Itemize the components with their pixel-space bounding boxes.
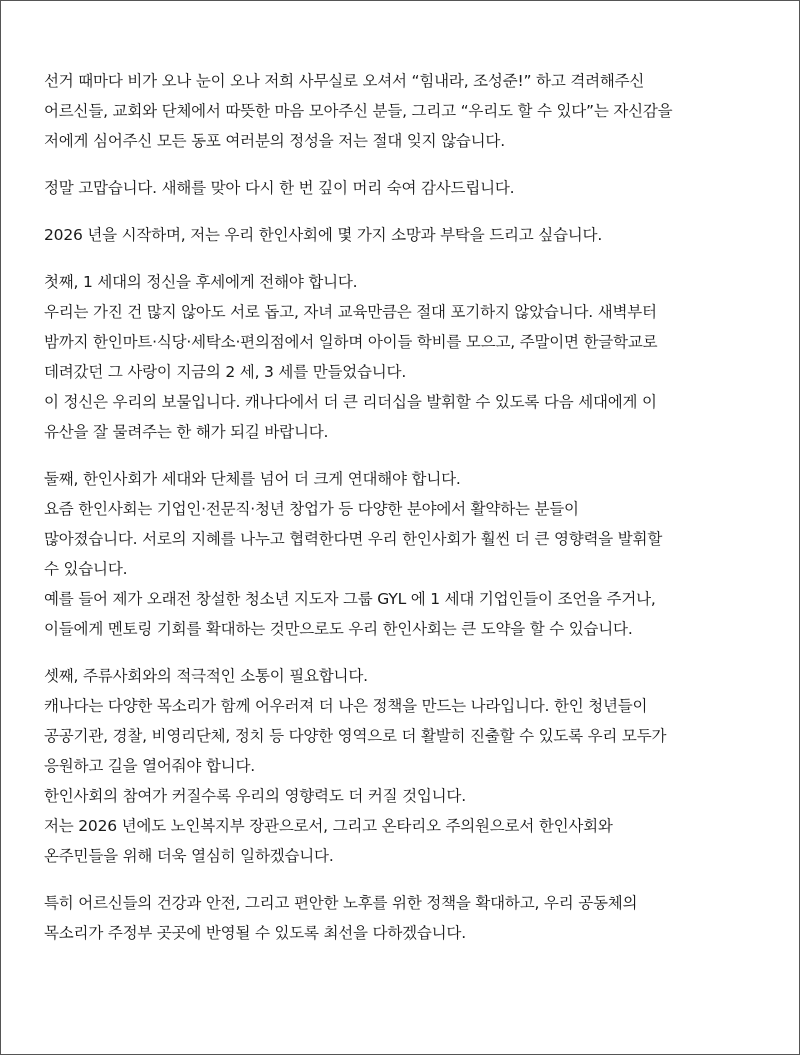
text-line: 첫째, 1 세대의 정신을 후세에게 전해야 합니다. <box>44 273 358 291</box>
text-line: 선거 때마다 비가 오나 눈이 오나 저희 사무실로 오셔서 “힘내라, 조성준!” 하고 격려해주신 <box>44 72 645 90</box>
paragraph-first-wish <box>44 267 766 447</box>
text-line: 어르신들, 교회와 단체에서 따뜻한 마음 모아주신 분들, 그리고 “우리도 할 수 있다”는 자신감을 <box>44 102 673 120</box>
text-line: 저는 2026 년에도 노인복지부 장관으로서, 그리고 온타리오 주의원으로서 한인사회와 <box>44 817 613 835</box>
text-line: 한인사회의 참여가 커질수록 우리의 영향력도 더 커질 것입니다. <box>44 787 466 805</box>
letter-body <box>44 66 766 965</box>
text-line: 응원하고 길을 열어줘야 합니다. <box>44 757 255 775</box>
text-line: 저에게 심어주신 모든 동포 여러분의 정성을 저는 절대 잊지 않습니다. <box>44 132 505 150</box>
text-line: 이들에게 멘토링 기회를 확대하는 것만으로도 우리 한인사회는 큰 도약을 할 수 있습니다. <box>44 620 633 638</box>
paragraph-third-wish <box>44 661 766 871</box>
text-line: 2026 년을 시작하며, 저는 우리 한인사회에 몇 가지 소망과 부탁을 드리고 싶습니다. <box>44 226 603 244</box>
text-line: 데려갔던 그 사랑이 지금의 2 세, 3 세를 만들었습니다. <box>44 363 407 381</box>
paragraph-thanks <box>44 173 766 203</box>
text-line: 공공기관, 경찰, 비영리단체, 정치 등 다양한 영역으로 더 활발히 진출할 수 있도록 우리 모두가 <box>44 727 667 745</box>
text-line: 온주민들을 위해 더욱 열심히 일하겠습니다. <box>44 847 334 865</box>
text-line: 캐나다는 다양한 목소리가 함께 어우러져 더 나은 정책을 만드는 나라입니다. 한인 청년들이 <box>44 697 648 715</box>
text-line: 둘째, 한인사회가 세대와 단체를 넘어 더 크게 연대해야 합니다. <box>44 470 461 488</box>
paragraph-new-year-intro <box>44 220 766 250</box>
paragraph-seniors-pledge <box>44 888 766 948</box>
text-line: 특히 어르신들의 건강과 안전, 그리고 편안한 노후를 위한 정책을 확대하고, 우리 공동체의 <box>44 894 638 912</box>
text-line: 정말 고맙습니다. 새해를 맞아 다시 한 번 깊이 머리 숙여 감사드립니다. <box>44 179 515 197</box>
text-line: 목소리가 주정부 곳곳에 반영될 수 있도록 최선을 다하겠습니다. <box>44 924 466 942</box>
text-line: 수 있습니다. <box>44 560 128 578</box>
text-line: 우리는 가진 건 많지 않아도 서로 돕고, 자녀 교육만큼은 절대 포기하지 않았습니다. 새벽부터 <box>44 303 657 321</box>
text-line: 유산을 잘 물려주는 한 해가 되길 바랍니다. <box>44 423 329 441</box>
text-line: 요즘 한인사회는 기업인·전문직·청년 창업가 등 다양한 분야에서 활약하는 분들이 <box>44 500 579 518</box>
paragraph-second-wish <box>44 464 766 644</box>
text-line: 많아졌습니다. 서로의 지혜를 나누고 협력한다면 우리 한인사회가 훨씬 더 큰 영향력을 발휘할 <box>44 530 663 548</box>
text-line: 예를 들어 제가 오래전 창설한 청소년 지도자 그룹 GYL 에 1 세대 기업인들이 조언을 주거나, <box>44 590 656 608</box>
text-line: 셋째, 주류사회와의 적극적인 소통이 필요합니다. <box>44 667 368 685</box>
text-line: 밤까지 한인마트·식당·세탁소·편의점에서 일하며 아이들 학비를 모으고, 주말이면 한글학교로 <box>44 333 658 351</box>
paragraph-gratitude-supporters <box>44 66 766 156</box>
text-line: 이 정신은 우리의 보물입니다. 캐나다에서 더 큰 리더십을 발휘할 수 있도록 다음 세대에게 이 <box>44 393 657 411</box>
